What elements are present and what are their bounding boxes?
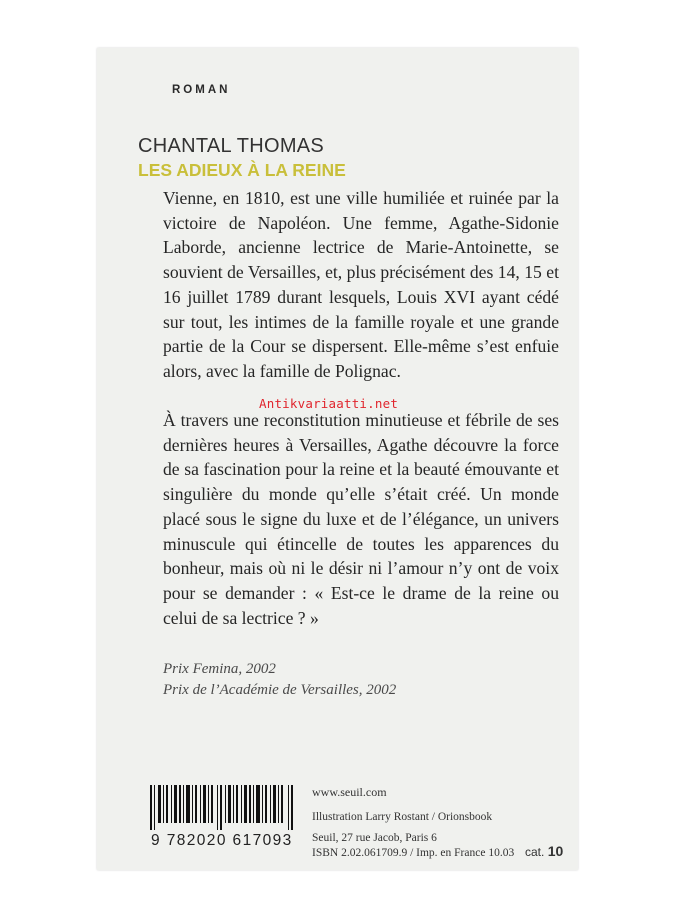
award-1: Prix Femina, 2002 bbox=[163, 661, 276, 677]
book-title: LES ADIEUX À LA REINE bbox=[138, 160, 346, 180]
series-label: ROMAN bbox=[172, 84, 231, 96]
blurb-paragraph-2: À travers une reconstitution minutieuse et fébrile de ses dernières heures à Versailles, Agathe découvre la force de sa fascination pour la reine et la beauté émouvante et singulière du monde qu’elle s’était créé. Un monde placé sous le signe du luxe et de l’élégance, un univers minuscule qui étincelle de toutes les apparences du bonheur, mais où ni le désir ni l’amour n’y ont de voix pour se demander : « Est-ce le drame de la reine ou celui de sa lectrice ? » bbox=[163, 410, 559, 628]
publisher-address: Seuil, 27 rue Jacob, Paris 6 bbox=[312, 832, 437, 844]
price-category bbox=[525, 843, 563, 859]
publisher-website: www.seuil.com bbox=[312, 785, 387, 799]
illustration-credit: Illustration Larry Rostant / Orionsbook bbox=[312, 811, 493, 823]
price-value: 10 bbox=[547, 843, 564, 859]
barcode-number: 9 782020 617093 bbox=[151, 832, 293, 849]
price-label: cat. bbox=[525, 845, 545, 859]
blurb-paragraph-1: Vienne, en 1810, est une ville humiliée et ruinée par la victoire de Napoléon. Une femme, Agathe-Sidonie Laborde, ancienne lectrice de Marie-Antoinette, se souvient de Versailles, et, plus précisément des 14, 15 et 16 juillet 1789 durant lesquels, Louis XVI ayant cédé sur tout, les intimes de la famille royale et une grande partie de la Cour se dispersent. Elle-même s’est enfuie alors, avec la famille de Polignac. bbox=[163, 188, 559, 381]
isbn-line: ISBN 2.02.061709.9 / Imp. en France 10.03 bbox=[312, 847, 515, 859]
watermark: Antikvariaatti.net bbox=[259, 396, 399, 411]
award-2: Prix de l’Académie de Versailles, 2002 bbox=[163, 682, 397, 698]
author-name: CHANTAL THOMAS bbox=[138, 135, 325, 157]
barcode-icon bbox=[150, 785, 296, 830]
